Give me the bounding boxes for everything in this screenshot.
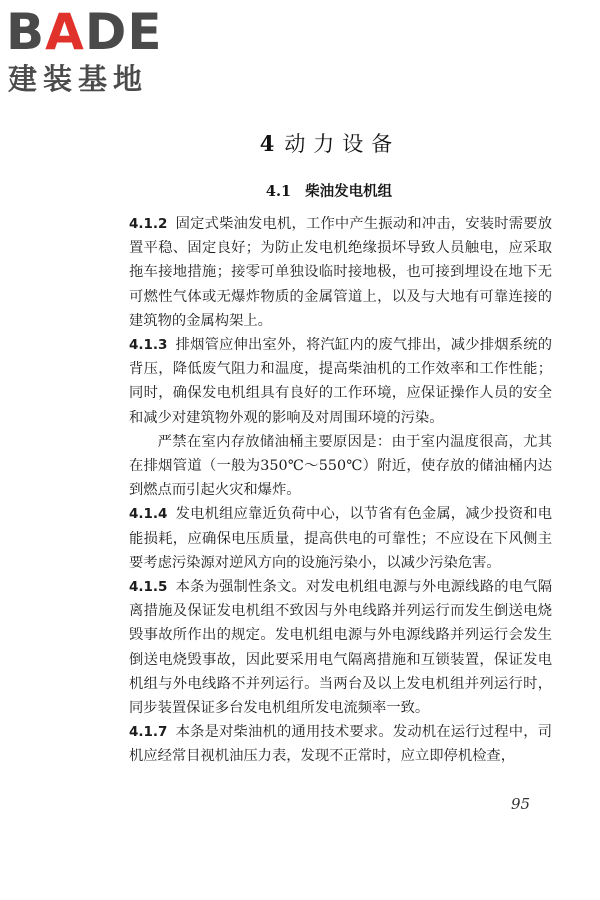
clause-number: 4.1.7 [129,724,168,741]
chapter-title [0,130,600,158]
paragraph-4-1-2 [129,212,552,333]
paragraph-text: 本条为强制性条文。对发电机组电源与外电源线路的电气隔离措施及保证发电机组不致因与外电线路并列运行而发生倒送电烧毁事故所作出的规定。发电机组电源与外电源线路并列运行会发生倒送电烧毁事故，因此要采用电气隔离措施和互锁装置，保证发电机组与外电线路不并列运行。当两台及以上发电机组并列运行时，同步装置保证多台发电机组所发电流频率一致。 [129,579,552,717]
section-number: 4.1 [265,183,292,200]
paragraph-4-1-7 [129,720,552,768]
page-number: 95 [511,795,531,813]
section-title-text: 柴油发电机组 [305,184,393,200]
logo-letter-b: B [6,3,46,61]
clause-number: 4.1.4 [129,506,168,523]
section-title [0,182,600,202]
chapter-title-text: 动力设备 [284,132,401,156]
logo-subtitle: 建装基地 [8,62,149,96]
paragraph-text: 固定式柴油发电机，工作中产生振动和冲击，安装时需要放置平稳、固定良好；为防止发电机绝缘损坏导致人员触电，应采取拖车接地措施；接零可单独设临时接地极，也可接到埋设在地下无可燃性气体或无爆炸物质的金属管道上，以及与大地有可靠连接的建筑物的金属构架上。 [129,216,552,329]
paragraph-text: 严禁在室内存放储油桶主要原因是：由于室内温度很高，尤其在排烟管道（一般为350℃～550℃）附近，使存放的储油桶内达到燃点而引起火灾和爆炸。 [129,433,552,499]
chapter-number: 4 [259,131,275,156]
paragraph-text: 排烟管应伸出室外，将汽缸内的废气排出，减少排烟系统的背压，降低废气阻力和温度，提高柴油机的工作效率和工作性能；同时，确保发电机组具有良好的工作环境，应保证操作人员的安全和减少对建筑物外观的影响及对周围环境的污染。 [129,337,552,426]
paragraph-4-1-3 [129,333,552,430]
bade-logo [6,4,178,100]
paragraph-text: 发电机组应靠近负荷中心，以节省有色金属，减少投资和电能损耗，应确保电压质量，提高供电的可靠性；不应设在下风侧主要考虑污染源对逆风方向的设施污染小，以减少污染危害。 [129,506,552,571]
paragraph-4-1-3-note [129,430,552,503]
logo-wordmark [6,4,163,60]
logo-letters-de: DE [84,3,163,61]
clause-number: 4.1.5 [129,579,168,596]
logo-letter-a: A [45,3,85,61]
paragraph-text: 本条是对柴油机的通用技术要求。发动机在运行过程中，司机应经常目视机油压力表，发现不正常时，应立即停机检查， [129,724,552,765]
clause-number: 4.1.3 [129,337,168,354]
paragraph-4-1-4 [129,502,552,575]
paragraph-4-1-5 [129,575,552,720]
clause-number: 4.1.2 [129,216,168,232]
body-text [129,212,552,769]
